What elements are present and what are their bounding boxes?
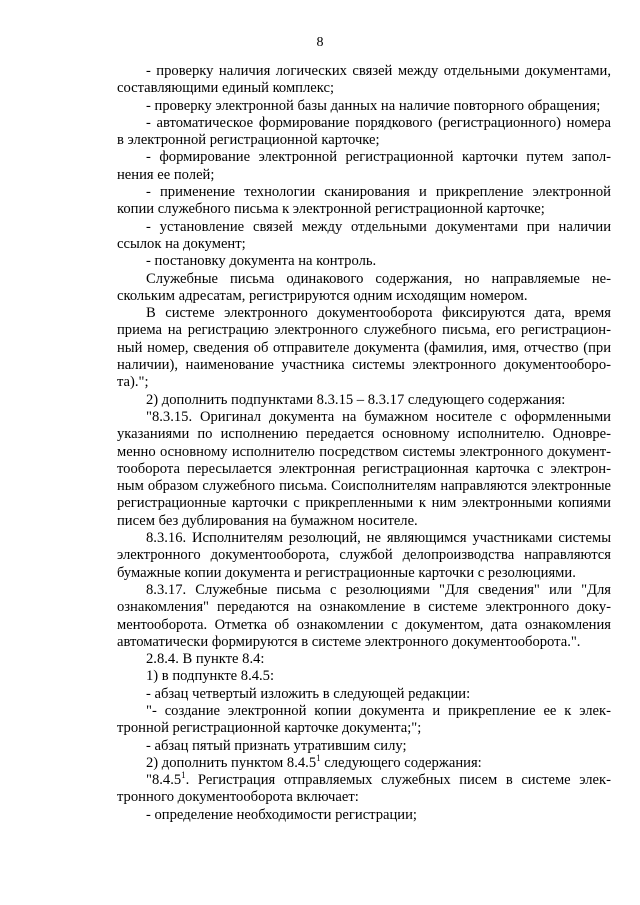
paragraph <box>117 772 611 807</box>
paragraph: 8.3.17. Служебные письма с резолюциями "Для сведения" или "Для ознакомления" передаются на ознакомление в системе электронного документооборота. Отметка об ознакомлении с документом, дата ознакомления автоматически формируются в системе электронного документооборота.". <box>117 581 611 650</box>
paragraph: - абзац пятый признать утратившим силу; <box>146 737 407 754</box>
paragraph: - автоматическое формирование порядкового (регистрационного) номера в электронной регистрационной карточке; <box>117 114 611 149</box>
paragraph-text: . Регистрация отправляемых служебных писем в системе электронного документооборота включает: <box>117 772 611 806</box>
paragraph-text: следующего содержания: <box>320 754 482 771</box>
paragraph: В системе электронного документооборота фиксируются дата, время приема на регистрацию электронного служебного письма, его регистрационный номер, сведения об отправителе документа (фамилия, имя, отчество (при наличии), наименование участника системы электронного документооборота)."; <box>117 305 611 391</box>
paragraph: - постановку документа на контроль. <box>146 253 377 270</box>
page-number: 8 <box>316 35 324 50</box>
paragraph: "- создание электронной копии документа и прикрепление ее к электронной регистрационной карточке документа;"; <box>117 702 611 737</box>
paragraph: 8.3.16. Исполнителям резолюций, не являющимся участниками системы электронного документооборота, службой делопроизводства направляются бумажные копии документа и регистрационные карточки с резолюциями. <box>117 530 611 581</box>
document-body <box>117 63 611 824</box>
paragraph: 2) дополнить подпунктами 8.3.15 – 8.3.17 следующего содержания: <box>146 391 566 408</box>
paragraph: - определение необходимости регистрации; <box>146 806 417 823</box>
paragraph: Служебные письма одинакового содержания, но направляемые нескольким адресатам, регистрируются одним исходящим номером. <box>117 270 611 304</box>
paragraph: - установление связей между отдельными документами при наличии ссылок на документ; <box>117 218 611 252</box>
paragraph: - проверку электронной базы данных на наличие повторного обращения; <box>146 97 601 114</box>
paragraph: 1) в подпункте 8.4.5: <box>146 668 275 685</box>
paragraph-text: "8.4.5 <box>146 772 182 789</box>
paragraph: - абзац четвертый изложить в следующей редакции: <box>146 685 471 702</box>
paragraph: - формирование электронной регистрационной карточки путем заполнения ее полей; <box>117 149 611 183</box>
paragraph: "8.3.15. Оригинал документа на бумажном носителе с оформленными указаниями по исполнению передается основному исполнителю. Одновременно основному исполнителю посредством системы электронного документтооборота пересылается электронная регистрационная карточка с электронным образом служебного письма. Соисполнителям направляются электронные регистрационные карточки с прикрепленными к ним электронными копиями писем без дублирования на бумажном носителе. <box>117 408 611 529</box>
paragraph: - применение технологии сканирования и прикрепление электронной копии служебного письма к электронной регистрационной карточке; <box>117 184 611 218</box>
paragraph: 2.8.4. В пункте 8.4: <box>146 651 265 668</box>
superscript: 1 <box>316 753 321 764</box>
paragraph-text: 2) дополнить пунктом 8.4.5 <box>146 754 317 771</box>
superscript: 1 <box>181 770 186 781</box>
paragraph <box>117 755 611 772</box>
paragraph: - проверку наличия логических связей между отдельными документами, составляющими единый комплекс; <box>117 63 611 97</box>
